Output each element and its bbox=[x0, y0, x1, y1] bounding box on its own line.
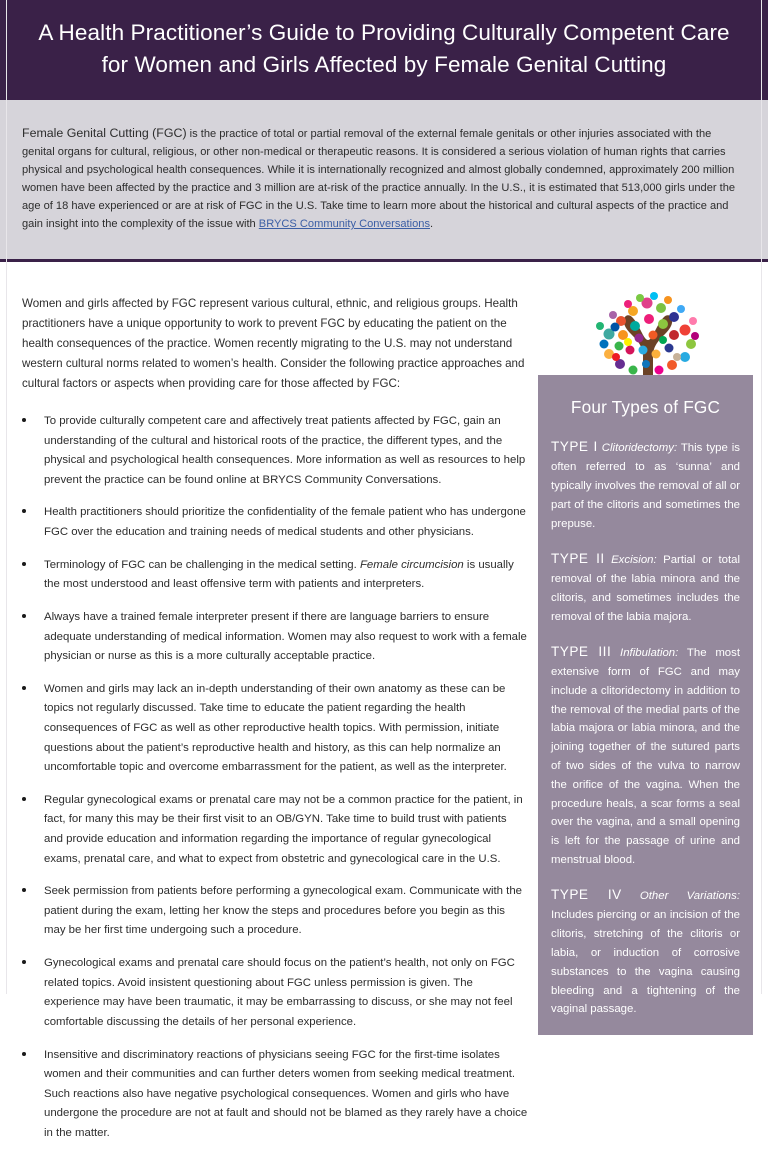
bullet-marker-icon bbox=[22, 888, 26, 892]
body-region bbox=[0, 262, 768, 1139]
list-item-text: Always have a trained female interpreter present if there are language barriers to ensure adequate understanding of medical information. Women may also request to work with a female physician or nurse as this is a more culturally acceptable practice. bbox=[44, 610, 527, 663]
list-item-text-before: Terminology of FGC can be challenging in the medical setting. bbox=[44, 558, 360, 571]
bullet-marker-icon bbox=[22, 509, 26, 513]
list-item bbox=[0, 1046, 536, 1157]
list-item-text: Insensitive and discriminatory reactions of physicians seeing FGC for the first-time isolates women and their communities and can further deters women from seeking medical treatment. Such reactions also have negative psychological consequences. Women and girls who have undergone the procedure are not at fault and should not be blamed as they rarely have a choice in the matter. bbox=[44, 1048, 528, 1139]
intro-trailing-period: . bbox=[430, 217, 434, 230]
intro-band bbox=[0, 100, 768, 262]
type-label: TYPE III bbox=[551, 643, 612, 659]
sidebar-heading: Four Types of FGC bbox=[570, 397, 721, 417]
list-item-italic-term: Female circumcision bbox=[359, 558, 464, 571]
type-label: TYPE IV bbox=[551, 886, 622, 902]
intro-lead-term: Female Genital Cutting (FGC) bbox=[22, 126, 187, 141]
list-item bbox=[0, 882, 536, 954]
four-types-sidebar bbox=[538, 375, 753, 1035]
type-description: Includes piercing or an incision of the clitoris, stretching of the clitoris or labia, or induction of corrosive substances to the vagina causing bleeding and a tightening of the vaginal passage. bbox=[551, 909, 740, 1016]
hand-tree-icon bbox=[573, 278, 723, 390]
bullet-marker-icon bbox=[22, 418, 26, 422]
list-item-text: To provide culturally competent care and affectively treat patients affected by FGC, gain an understanding of the cultural and historical roots of the practice, the different types, and the physical and psychological health consequences. More information as well as resources to help prevent the practice can be found online at BRYCS Community Conversations. bbox=[44, 415, 526, 486]
type-entry-2 bbox=[551, 548, 740, 627]
bullet-marker-icon bbox=[22, 562, 26, 566]
list-item bbox=[0, 412, 536, 503]
brycs-community-conversations-link[interactable]: BRYCS Community Conversations bbox=[258, 217, 430, 230]
bullet-marker-icon bbox=[22, 686, 26, 690]
list-item-text: Regular gynecological exams or prenatal care may not be a common practice for the patient, in fact, for many this may be their first visit to an OB/GYN. Take time to build trust with patients and provide education and information regarding the importance of regular gynecological exams, prenatal care, and what to expect from obstetric and gynecological care in the U.S. bbox=[44, 793, 523, 865]
hand-tree-figure bbox=[545, 276, 750, 390]
list-item bbox=[0, 503, 536, 555]
list-item bbox=[0, 680, 536, 791]
type-description: The most extensive form of FGC and may include a clitoridectomy in addition to the removal of the medial parts of the labia majora or labia minora, and the joining together of the sutured parts of two sides of the vulva to narrow the orifice of the vagina. When the procedure heals, a scar forms a seal over the vagina, and a small opening is left for the passage of urine and menstrual blood. bbox=[551, 646, 740, 867]
bullet-marker-icon bbox=[22, 960, 26, 964]
practice-approaches-list bbox=[0, 406, 536, 1157]
list-item bbox=[0, 791, 536, 882]
type-label: TYPE I bbox=[551, 439, 598, 454]
type-description: Partial or total removal of the labia minora and the clitoris, and sometimes includes the removal of the labia majora. bbox=[551, 553, 740, 623]
bullet-marker-icon bbox=[22, 1052, 26, 1056]
list-item-text: Gynecological exams and prenatal care should focus on the patient’s health, not only on FGC related topics. Avoid insistent questioning about FGC unless permission is given. The experience may have been traumatic, it may be embarrassing to discuss, or she may not feel comfortable discussing the details of her personal experience. bbox=[44, 957, 515, 1028]
list-item-text: Health practitioners should prioritize the confidentiality of the female patient who has undergone FGC over the education and training needs of medical students and other physicians. bbox=[44, 506, 526, 539]
list-item bbox=[0, 608, 536, 680]
lead-paragraph: Women and girls affected by FGC represent various cultural, ethnic, and religious groups. Health practitioners have a unique opportunity to work to prevent FGC by educating the patient on the health consequences of the practice. Women recently migrating to the U.S. may not understand western cultural norms related to women’s health. Consider the following practice approaches and cultural factors or aspects when providing care for those affected by FGC: bbox=[22, 296, 525, 391]
list-item-text: Women and girls may lack an in-depth understanding of their own anatomy as these can be topics not regularly discussed. Take time to educate the patient regarding the health consequences of FGC as well as other reproductive health topics. With permission, initiate questions about the patient’s reproductive health and history, as this can help normalize an uncomfortable topic and overcome embarrassment for the patient, as well as the interpreter. bbox=[44, 682, 507, 774]
type-term: Clitoridectomy: bbox=[601, 442, 678, 454]
bullet-marker-icon bbox=[22, 614, 26, 618]
type-entry-3 bbox=[551, 641, 740, 870]
bullet-marker-icon bbox=[22, 797, 26, 801]
list-item-text-after: is usually the most understood and least offensive term with patients and interpreters. bbox=[44, 558, 514, 591]
intro-body-text: is the practice of total or partial removal of the external female genitals or other injuries associated with the genital organs for cultural, religious, or other non-medical or therapeutic reasons. It is considered a serious violation of human rights that carries physical and psychological health consequences. While it is internationally recognized and almost globally condemned, approximately 200 million women have been affected by the practice and 3 million are at-risk of the practice annually. In the U.S., it is estimated that 513,000 girls under the age of 18 have experienced or are at risk of FGC in the U.S. Take time to learn more about the historical and cultural aspects of the practice and gain insight into the complexity of the issue with bbox=[22, 128, 736, 230]
page-title: A Health Practitioner’s Guide to Providing Culturally Competent Care for Women and Girls Affected by Female Genital Cutting bbox=[38, 20, 730, 77]
type-term: Excision: bbox=[611, 553, 657, 566]
type-label: TYPE II bbox=[551, 550, 605, 566]
type-description: This type is often referred to as ‘sunna’ and typically involves the removal of all or part of the clitoris and sometimes the prepuse. bbox=[551, 442, 740, 530]
type-entry-1 bbox=[551, 436, 740, 534]
list-item-text: Seek permission from patients before performing a gynecological exam. Communicate with the patient during the exam, letting her know the steps and procedures before you begin as this may be her first time undergoing such a procedure. bbox=[44, 885, 523, 937]
list-item bbox=[0, 556, 536, 608]
type-term: Other Variations: bbox=[639, 889, 741, 902]
header-banner bbox=[0, 0, 768, 100]
type-entry-4 bbox=[551, 884, 740, 1019]
intro-paragraph bbox=[22, 123, 746, 234]
type-term: Infibulation: bbox=[620, 646, 679, 659]
list-item bbox=[0, 954, 536, 1045]
